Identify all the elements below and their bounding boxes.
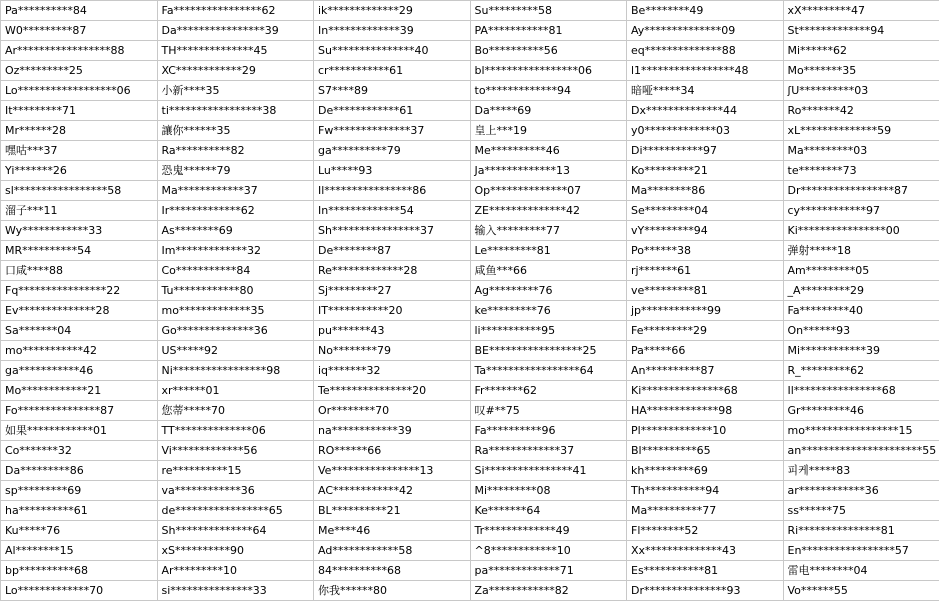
table-cell: 小新****35	[157, 81, 314, 101]
table-cell: Fa*********40	[783, 301, 939, 321]
table-cell: Oz*********25	[1, 61, 158, 81]
table-cell: Lo*************70	[1, 581, 158, 601]
table-cell: Ad************58	[314, 541, 471, 561]
table-cell: IT***********20	[314, 301, 471, 321]
table-cell: Fw**************37	[314, 121, 471, 141]
table-cell: Ma********86	[627, 181, 784, 201]
table-row	[1, 481, 939, 501]
table-cell: Me****46	[314, 521, 471, 541]
table-cell: Es***********81	[627, 561, 784, 581]
table-cell: Su*********58	[470, 1, 627, 21]
table-cell: bl*****************06	[470, 61, 627, 81]
table-row	[1, 121, 939, 141]
table-cell: Co***********84	[157, 261, 314, 281]
table-cell: Ir*************62	[157, 201, 314, 221]
table-cell: Te***************20	[314, 381, 471, 401]
table-cell: bp**********68	[1, 561, 158, 581]
table-row	[1, 561, 939, 581]
table-row	[1, 381, 939, 401]
table-cell: Sh****************37	[314, 221, 471, 241]
table-cell: In*************54	[314, 201, 471, 221]
table-cell: Da****************39	[157, 21, 314, 41]
table-cell: Po******38	[627, 241, 784, 261]
table-cell: 暗哑*****34	[627, 81, 784, 101]
table-cell: Ra**********82	[157, 141, 314, 161]
table-row	[1, 1, 939, 21]
table-cell: Wy************33	[1, 221, 158, 241]
table-cell: Fa**********96	[470, 421, 627, 441]
table-cell: Ra*************37	[470, 441, 627, 461]
table-cell: mo*************35	[157, 301, 314, 321]
table-cell: Sh**************64	[157, 521, 314, 541]
table-cell: R_*********62	[783, 361, 939, 381]
table-cell: mo*****************15	[783, 421, 939, 441]
table-cell: 咸鱼***66	[470, 261, 627, 281]
table-cell: Im*************32	[157, 241, 314, 261]
table-cell: Ja*************13	[470, 161, 627, 181]
table-cell: ga**********79	[314, 141, 471, 161]
table-cell: 恐鬼******79	[157, 161, 314, 181]
table-cell: BE*****************25	[470, 341, 627, 361]
table-cell: Ay**************09	[627, 21, 784, 41]
table-cell: US*****92	[157, 341, 314, 361]
table-cell: Al********15	[1, 541, 158, 561]
table-cell: ke*********76	[470, 301, 627, 321]
table-cell: Le*********81	[470, 241, 627, 261]
table-cell: Ar*********10	[157, 561, 314, 581]
table-cell: mo***********42	[1, 341, 158, 361]
table-cell: an**********************55	[783, 441, 939, 461]
table-cell: Ve****************13	[314, 461, 471, 481]
table-cell: Ki****************00	[783, 221, 939, 241]
table-cell: Me**********46	[470, 141, 627, 161]
table-cell: De************61	[314, 101, 471, 121]
table-cell: 讓你******35	[157, 121, 314, 141]
table-cell: As********69	[157, 221, 314, 241]
table-cell: si***************33	[157, 581, 314, 601]
table-cell: Xx**************43	[627, 541, 784, 561]
table-row	[1, 241, 939, 261]
table-cell: kh*********69	[627, 461, 784, 481]
table-cell: Da*********86	[1, 461, 158, 481]
table-row	[1, 461, 939, 481]
table-cell: An**********87	[627, 361, 784, 381]
table-cell: va************36	[157, 481, 314, 501]
table-cell: Ke*******64	[470, 501, 627, 521]
table-cell: AC************42	[314, 481, 471, 501]
table-row	[1, 581, 939, 601]
table-cell: Mi************39	[783, 341, 939, 361]
table-cell: In*************39	[314, 21, 471, 41]
table-row	[1, 281, 939, 301]
table-cell: Mi******62	[783, 41, 939, 61]
table-cell: Di***********97	[627, 141, 784, 161]
table-row	[1, 101, 939, 121]
table-cell: BL**********21	[314, 501, 471, 521]
table-cell: sp*********69	[1, 481, 158, 501]
table-cell: S7****89	[314, 81, 471, 101]
table-cell: Mr******28	[1, 121, 158, 141]
table-cell: to*************94	[470, 81, 627, 101]
table-cell: Dx**************44	[627, 101, 784, 121]
table-cell: W0*********87	[1, 21, 158, 41]
table-cell: Dr*****************87	[783, 181, 939, 201]
table-cell: xS**********90	[157, 541, 314, 561]
table-cell: ga***********46	[1, 361, 158, 381]
table-cell: Or********70	[314, 401, 471, 421]
table-cell: PA***********81	[470, 21, 627, 41]
table-cell: 雷电********04	[783, 561, 939, 581]
table-cell: Ma*********03	[783, 141, 939, 161]
table-cell: Fo***************87	[1, 401, 158, 421]
table-cell: pa*************71	[470, 561, 627, 581]
table-row	[1, 221, 939, 241]
table-cell: Dr***************93	[627, 581, 784, 601]
username-grid-body	[1, 1, 939, 601]
table-cell: 输入*********77	[470, 221, 627, 241]
table-cell: 如果************01	[1, 421, 158, 441]
table-cell: Sa*******04	[1, 321, 158, 341]
table-row	[1, 61, 939, 81]
table-cell: iq*******32	[314, 361, 471, 381]
table-row	[1, 441, 939, 461]
table-cell: y0*************03	[627, 121, 784, 141]
table-cell: Lu*****93	[314, 161, 471, 181]
table-row	[1, 21, 939, 41]
table-cell: re**********15	[157, 461, 314, 481]
table-cell: ha**********61	[1, 501, 158, 521]
table-row	[1, 301, 939, 321]
table-cell: Bo**********56	[470, 41, 627, 61]
table-cell: Yi*******26	[1, 161, 158, 181]
table-cell: ve*********81	[627, 281, 784, 301]
table-cell: Tu************80	[157, 281, 314, 301]
table-cell: jp************99	[627, 301, 784, 321]
table-cell: ʃU**********03	[783, 81, 939, 101]
table-cell: Am*********05	[783, 261, 939, 281]
table-cell: 弹射*****18	[783, 241, 939, 261]
table-cell: Go**************36	[157, 321, 314, 341]
table-cell: Fq****************22	[1, 281, 158, 301]
table-cell: Co*******32	[1, 441, 158, 461]
table-cell: Mo************21	[1, 381, 158, 401]
table-cell: sl*****************58	[1, 181, 158, 201]
table-cell: Fl********52	[627, 521, 784, 541]
table-cell: Pl*************10	[627, 421, 784, 441]
table-row	[1, 201, 939, 221]
table-cell: xX*********47	[783, 1, 939, 21]
table-cell: Pa**********84	[1, 1, 158, 21]
table-row	[1, 41, 939, 61]
table-cell: Ag*********76	[470, 281, 627, 301]
table-cell: MR**********54	[1, 241, 158, 261]
table-cell: Mo*******35	[783, 61, 939, 81]
table-cell: xL**************59	[783, 121, 939, 141]
table-cell: 叹#**75	[470, 401, 627, 421]
table-cell: Lo******************06	[1, 81, 158, 101]
table-cell: rj*******61	[627, 261, 784, 281]
table-row	[1, 361, 939, 381]
table-cell: Ta*****************64	[470, 361, 627, 381]
table-cell: ar************36	[783, 481, 939, 501]
table-cell: Gr*********46	[783, 401, 939, 421]
table-cell: Op**************07	[470, 181, 627, 201]
table-cell: Si****************41	[470, 461, 627, 481]
table-cell: 口咸****88	[1, 261, 158, 281]
table-cell: Za************82	[470, 581, 627, 601]
table-cell: Ko*********21	[627, 161, 784, 181]
table-cell: ti*****************38	[157, 101, 314, 121]
table-cell: No********79	[314, 341, 471, 361]
table-cell: Fe*********29	[627, 321, 784, 341]
table-row	[1, 81, 939, 101]
table-cell: Pa*****66	[627, 341, 784, 361]
table-cell: eq**************88	[627, 41, 784, 61]
table-cell: 嘿咕***37	[1, 141, 158, 161]
table-row	[1, 541, 939, 561]
table-cell: Ro*******42	[783, 101, 939, 121]
table-cell: na************39	[314, 421, 471, 441]
table-cell: cy************97	[783, 201, 939, 221]
table-cell: Be********49	[627, 1, 784, 21]
table-cell: pu*******43	[314, 321, 471, 341]
table-cell: _A*********29	[783, 281, 939, 301]
table-cell: l1*****************48	[627, 61, 784, 81]
table-cell: Ku*****76	[1, 521, 158, 541]
table-cell: vY*********94	[627, 221, 784, 241]
table-cell: Ma**********77	[627, 501, 784, 521]
table-row	[1, 501, 939, 521]
table-cell: Mi*********08	[470, 481, 627, 501]
table-cell: Ni*****************98	[157, 361, 314, 381]
table-cell: Ma************37	[157, 181, 314, 201]
table-row	[1, 341, 939, 361]
table-cell: Ri***************81	[783, 521, 939, 541]
table-cell: TT**************06	[157, 421, 314, 441]
table-cell: cr***********61	[314, 61, 471, 81]
table-cell: Re*************28	[314, 261, 471, 281]
table-cell: 피케*****83	[783, 461, 939, 481]
table-cell: Se*********04	[627, 201, 784, 221]
table-cell: 溜子***11	[1, 201, 158, 221]
table-cell: Il****************86	[314, 181, 471, 201]
table-cell: Sj*********27	[314, 281, 471, 301]
table-cell: Fr*******62	[470, 381, 627, 401]
table-cell: It*********71	[1, 101, 158, 121]
table-cell: TH**************45	[157, 41, 314, 61]
table-cell: 84**********68	[314, 561, 471, 581]
table-cell: 你我******80	[314, 581, 471, 601]
table-cell: te********73	[783, 161, 939, 181]
table-cell: En*****************57	[783, 541, 939, 561]
table-cell: Da*****69	[470, 101, 627, 121]
table-cell: Il****************68	[783, 381, 939, 401]
table-cell: xr******01	[157, 381, 314, 401]
table-cell: Vi*************56	[157, 441, 314, 461]
table-cell: St*************94	[783, 21, 939, 41]
table-cell: Fa****************62	[157, 1, 314, 21]
table-cell: li***********95	[470, 321, 627, 341]
table-cell: Th***********94	[627, 481, 784, 501]
table-row	[1, 401, 939, 421]
table-cell: ik*************29	[314, 1, 471, 21]
table-row	[1, 421, 939, 441]
table-cell: Bl**********65	[627, 441, 784, 461]
table-cell: ZE**************42	[470, 201, 627, 221]
table-cell: ss******75	[783, 501, 939, 521]
table-cell: XC************29	[157, 61, 314, 81]
table-cell: Ki***************68	[627, 381, 784, 401]
table-row	[1, 261, 939, 281]
table-cell: 您蒂*****70	[157, 401, 314, 421]
table-cell: HA*************98	[627, 401, 784, 421]
table-cell: Vo******55	[783, 581, 939, 601]
table-row	[1, 141, 939, 161]
table-row	[1, 161, 939, 181]
table-cell: Tr*************49	[470, 521, 627, 541]
table-cell: De********87	[314, 241, 471, 261]
table-cell: On******93	[783, 321, 939, 341]
table-cell: ^8************10	[470, 541, 627, 561]
table-cell: RO******66	[314, 441, 471, 461]
table-row	[1, 521, 939, 541]
table-cell: Ev**************28	[1, 301, 158, 321]
table-cell: 皇上***19	[470, 121, 627, 141]
table-row	[1, 321, 939, 341]
table-cell: de*****************65	[157, 501, 314, 521]
table-row	[1, 181, 939, 201]
table-cell: Ar*****************88	[1, 41, 158, 61]
table-cell: Su***************40	[314, 41, 471, 61]
